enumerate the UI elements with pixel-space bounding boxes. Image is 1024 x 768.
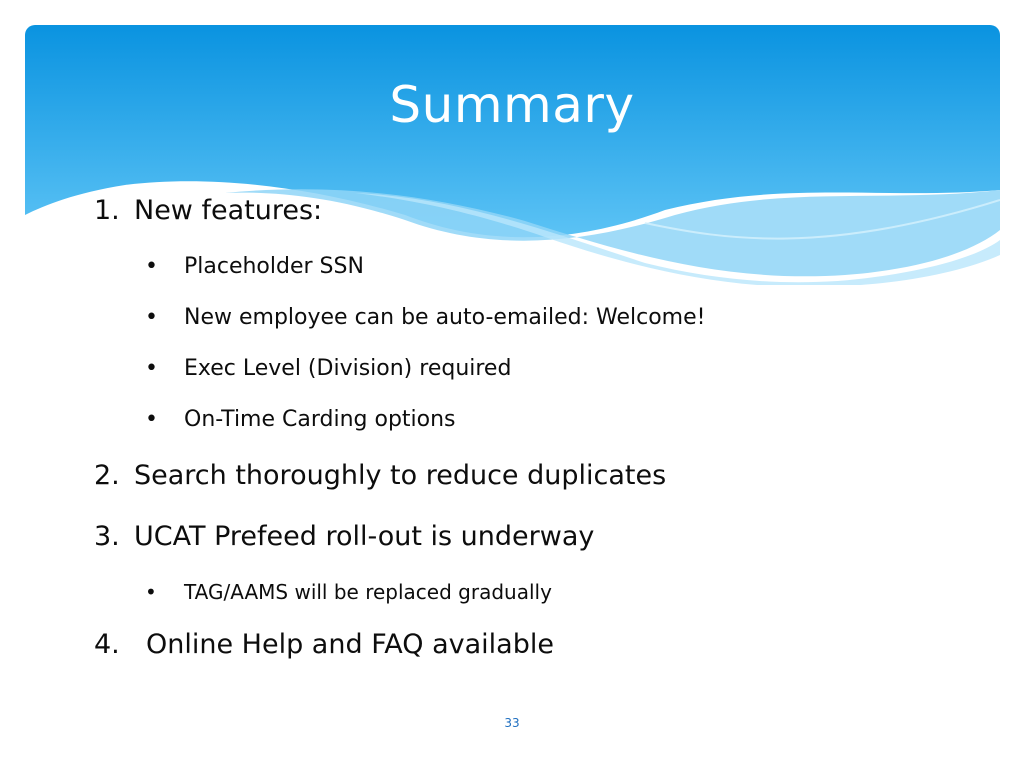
page-number: 33 xyxy=(504,716,520,730)
header-banner xyxy=(25,25,1000,285)
list-item-text: Search thoroughly to reduce duplicates xyxy=(134,460,667,491)
bullet-icon: • xyxy=(145,580,157,604)
bullet-icon: • xyxy=(145,356,158,381)
list-number: 3. xyxy=(94,521,120,552)
header-wave-graphic xyxy=(25,25,1000,285)
sub-bullet-text: On-Time Carding options xyxy=(184,407,456,432)
list-item-text: Online Help and FAQ available xyxy=(146,629,554,660)
sub-bullet-text: Placeholder SSN xyxy=(184,254,364,279)
list-number: 2. xyxy=(94,460,120,491)
list-item-text: UCAT Prefeed roll-out is underway xyxy=(134,521,595,552)
sub-bullet-text: New employee can be auto-emailed: Welcome! xyxy=(184,305,706,330)
sub-bullet-text: Exec Level (Division) required xyxy=(184,356,512,381)
list-number: 4. xyxy=(94,629,120,660)
list-number: 1. xyxy=(94,195,120,226)
slide-title: Summary xyxy=(389,76,635,134)
sub-bullet-text: TAG/AAMS will be replaced gradually xyxy=(184,580,552,604)
list-item-text: New features: xyxy=(134,195,323,226)
bullet-icon: • xyxy=(145,407,158,432)
bullet-icon: • xyxy=(145,254,158,279)
bullet-icon: • xyxy=(145,305,158,330)
